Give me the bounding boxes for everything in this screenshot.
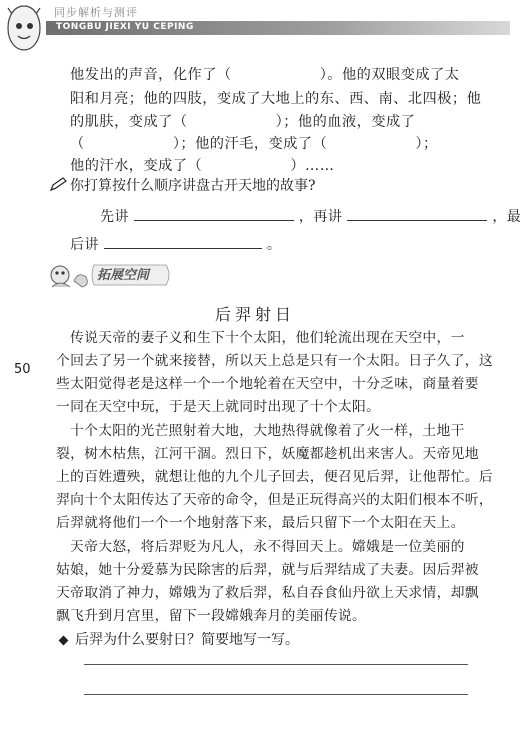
section-label: 拓展空间 — [97, 268, 150, 283]
end-mark: 。 — [266, 237, 282, 253]
then-blank[interactable] — [347, 206, 487, 221]
story-line: 飘飞升到月宫里，留下一段嫦娥奔月的美丽传说。 — [56, 608, 367, 624]
story-line: 羿向十个太阳传达了天帝的命令，但是正玩得高兴的太阳们根本不听， — [56, 492, 494, 508]
story-line: 姑娘，她十分爱慕为民除害的后羿，就与后羿结成了夫妻。因后羿被 — [56, 562, 479, 578]
answer-line[interactable] — [84, 694, 468, 695]
then-label: ，再讲 — [298, 209, 343, 225]
series-title-en: TONGBU JIEXI YU CEPING — [56, 22, 194, 32]
story-line: 传说天帝的妻子义和生下十个太阳，他们轮流出现在天空中，一 — [70, 330, 465, 346]
story-line: 后羿就将他们一个一个地射落下来，最后只留下一个太阳在天上。 — [56, 515, 465, 531]
fill-in-line: 他发出的声音，化作了（ ）。他的双眼变成了太 — [70, 67, 460, 83]
last-label: ，最 — [492, 209, 521, 225]
order-answer-line-1 — [100, 206, 521, 226]
story-line: 些太阳觉得老是这样一个一个地轮着在天空中，十分乏味，商量着要 — [56, 376, 479, 392]
story-line: 裂，树木枯焦，江河干涸。烈日下，妖魔都趁机出来害人。天帝见地 — [56, 446, 479, 462]
fill-in-line: 的肌肤，变成了（ ）；他的血液，变成了 — [70, 114, 416, 130]
order-answer-line-2 — [70, 234, 281, 254]
fill-in-line: （ ）；他的汗毛，变成了（ ）； — [70, 136, 438, 152]
question-2-text: 后羿为什么要射日？简要地写一写。 — [75, 632, 299, 648]
order-question: 你打算按什么顺序讲盘古开天地的故事? — [70, 178, 316, 194]
mascot-icon — [4, 2, 44, 54]
first-label: 先讲 — [100, 209, 129, 225]
story-line: 个回去了另一个就来接替，所以天上总是只有一个太阳。日子久了，这 — [56, 353, 494, 369]
diamond-bullet-icon — [59, 635, 69, 645]
pencil-icon — [50, 177, 68, 191]
story-line: 一同在天空中玩，于是天上就同时出现了十个太阳。 — [56, 399, 381, 415]
story-line: 天帝大怒，将后羿贬为凡人，永不得回天上。嫦娥是一位美丽的 — [70, 539, 465, 555]
answer-line[interactable] — [84, 664, 468, 665]
fill-in-line: 他的汗水，变成了（ ）…… — [70, 158, 335, 174]
story-line: 天帝取消了神力，嫦娥为了救后羿，私自吞食仙丹欲上天求情，却飘 — [56, 585, 479, 601]
page-number: 50 — [14, 362, 31, 377]
first-blank[interactable] — [134, 206, 294, 221]
story-line: 十个太阳的光芒照射着大地，大地热得就像着了火一样，土地干 — [70, 423, 465, 439]
fill-in-line: 阳和月亮；他的四肢，变成了大地上的东、西、南、北四极；他 — [70, 91, 482, 107]
question-2 — [60, 629, 299, 649]
story-line: 上的百姓遭殃，就想让他的九个儿子回去，便召见后羿，让他帮忙。后 — [56, 469, 494, 485]
after-blank[interactable] — [104, 234, 262, 249]
story-title: 后羿射日 — [214, 305, 295, 324]
after-label: 后讲 — [70, 237, 99, 253]
series-title-cn: 同步解析与测评 — [54, 6, 138, 19]
page-header — [0, 0, 510, 60]
